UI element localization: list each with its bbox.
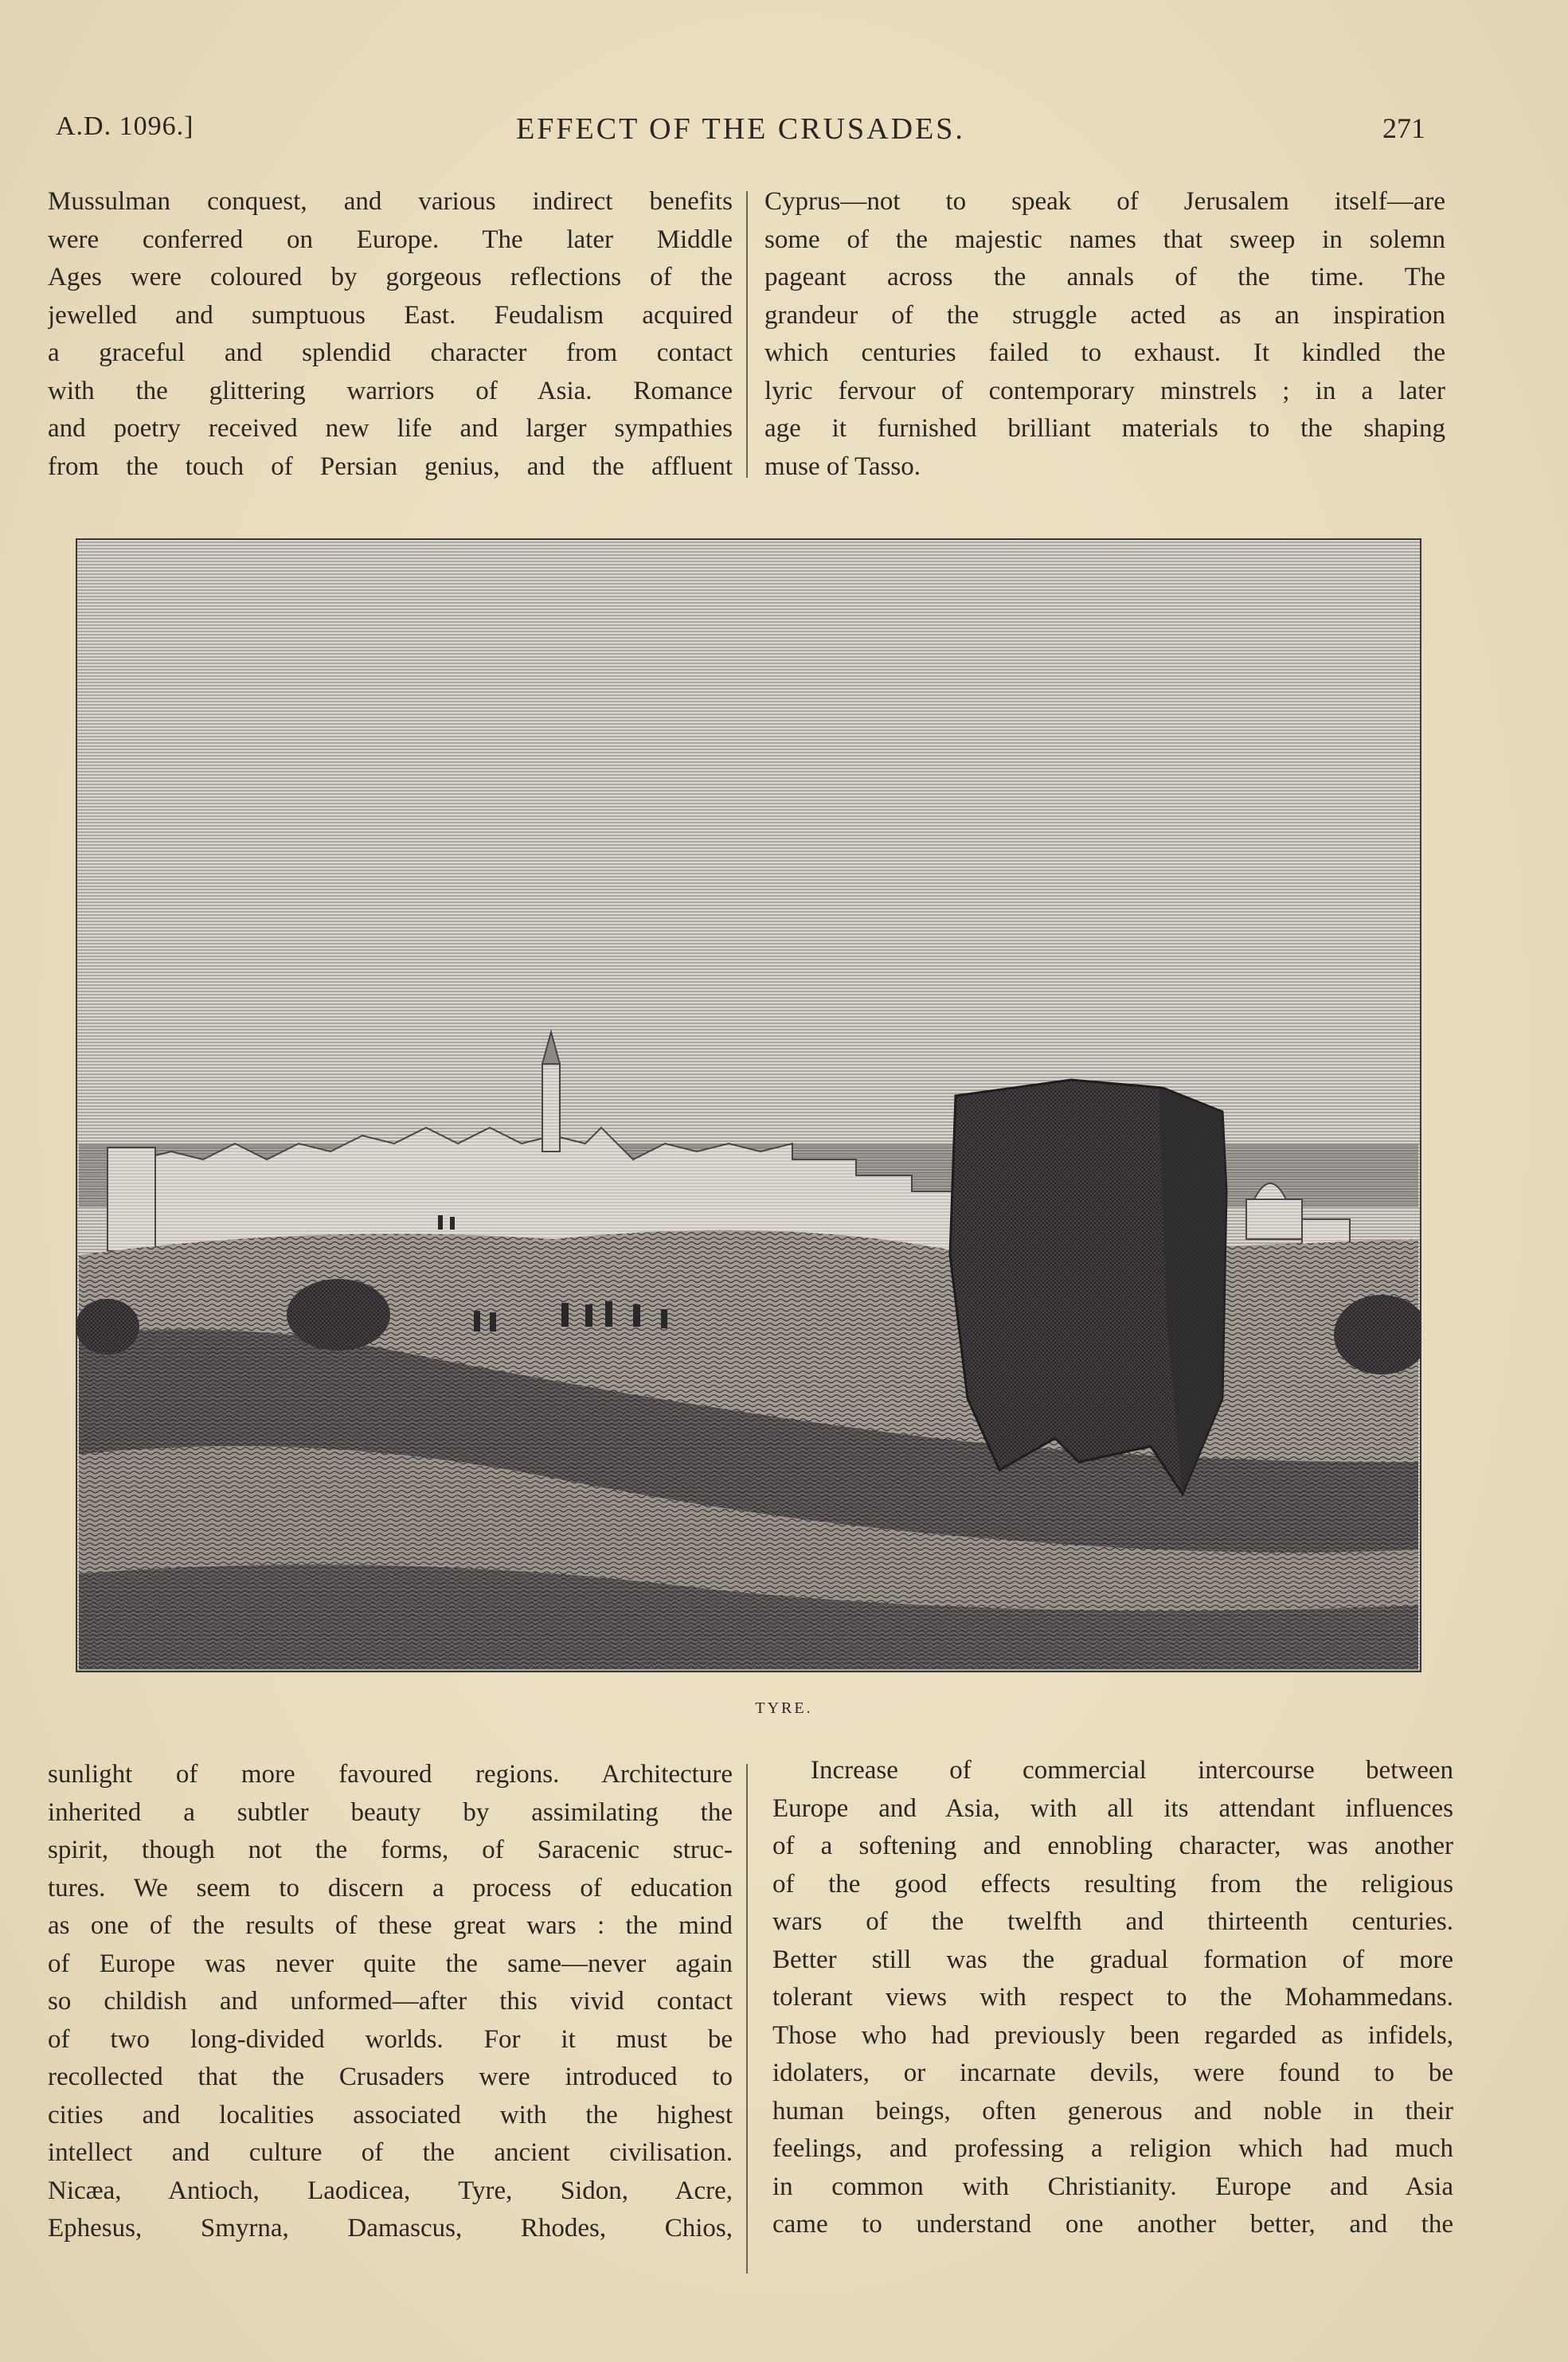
text-line: of two long-divided worlds. For it must be <box>48 2024 733 2054</box>
text-column-bottom-left <box>48 1756 733 2248</box>
text-line: Ephesus, Smyrna, Damascus, Rhodes, Chios, <box>48 2214 733 2243</box>
figure-caption: TYRE. <box>755 1699 813 1717</box>
text-line: of Europe was never quite the same—never again <box>48 1949 733 1978</box>
text-line: as one of the results of these great wars : the mind <box>48 1911 733 1940</box>
text-line: were conferred on Europe. The later Middle <box>48 225 733 254</box>
text-line: tolerant views with respect to the Mohammedans. <box>772 1983 1453 2012</box>
text-line: age it furnished brilliant materials to the shaping <box>764 414 1445 443</box>
text-line: Better still was the gradual formation of more <box>772 1945 1453 1974</box>
text-line: spirit, though not the forms, of Saracenic struc- <box>48 1836 733 1864</box>
text-line: jewelled and sumptuous East. Feudalism acquired <box>48 300 733 330</box>
column-divider <box>746 1764 748 2274</box>
text-column-top-left <box>48 183 733 486</box>
text-column-top-right <box>764 183 1445 486</box>
text-line: of the good effects resulting from the religious <box>772 1869 1453 1899</box>
text-line: which centuries failed to exhaust. It kindled the <box>764 338 1445 367</box>
running-header <box>56 111 1425 159</box>
tyre-illustration <box>76 538 1421 1672</box>
text-line: inherited a subtler beauty by assimilating the <box>48 1797 733 1827</box>
text-line: and poetry received new life and larger sympathies <box>48 414 733 443</box>
text-column-bottom-right <box>772 1752 1453 2244</box>
ruined-tower <box>950 1080 1226 1494</box>
text-line: Those who had previously been regarded as infidels, <box>772 2020 1453 2050</box>
text-line: sunlight of more favoured regions. Architecture <box>48 1760 733 1789</box>
text-line: wars of the twelfth and thirteenth centuries. <box>772 1907 1453 1936</box>
column-divider <box>746 191 748 478</box>
header-date: A.D. 1096.] <box>56 111 194 141</box>
text-line: cities and localities associated with the highest <box>48 2100 733 2129</box>
header-title: EFFECT OF THE CRUSADES. <box>516 112 965 146</box>
text-line: idolaters, or incarnate devils, were found to be <box>772 2059 1453 2087</box>
text-line: pageant across the annals of the time. The <box>764 263 1445 291</box>
text-line: a graceful and splendid character from contact <box>48 338 733 367</box>
text-line: intellect and culture of the ancient civilisation. <box>48 2138 733 2167</box>
text-line: from the touch of Persian genius, and the affluent <box>48 452 733 481</box>
text-line: muse of Tasso. <box>764 452 921 481</box>
text-line: human beings, often generous and noble in their <box>772 2096 1453 2125</box>
text-line: Mussulman conquest, and various indirect benefits <box>48 187 733 216</box>
text-line: Nicæa, Antioch, Laodicea, Tyre, Sidon, Acre, <box>48 2176 733 2205</box>
text-line: tures. We seem to discern a process of education <box>48 1873 733 1903</box>
text-line: Ages were coloured by gorgeous reflections of the <box>48 263 733 291</box>
text-line: came to understand one another better, and the <box>772 2210 1453 2239</box>
text-line: in common with Christianity. Europe and Asia <box>772 2172 1453 2201</box>
text-line: so childish and unformed—after this vivid contact <box>48 1987 733 2016</box>
text-line: Europe and Asia, with all its attendant influences <box>772 1793 1453 1823</box>
page-number: 271 <box>1382 112 1425 144</box>
text-line: with the glittering warriors of Asia. Romance <box>48 376 733 405</box>
text-line: Cyprus—not to speak of Jerusalem itself—are <box>764 187 1445 216</box>
text-line: grandeur of the struggle acted as an inspiration <box>764 300 1445 330</box>
text-line: of a softening and ennobling character, was another <box>772 1832 1453 1860</box>
engraving-tyre <box>76 538 1421 1672</box>
text-line: recollected that the Crusaders were introduced to <box>48 2063 733 2091</box>
text-line: lyric fervour of contemporary minstrels ; in a later <box>764 376 1445 405</box>
text-line: Increase of commercial intercourse between <box>811 1756 1453 1785</box>
text-line: some of the majestic names that sweep in solemn <box>764 225 1445 254</box>
text-line: feelings, and professing a religion which had much <box>772 2134 1453 2163</box>
